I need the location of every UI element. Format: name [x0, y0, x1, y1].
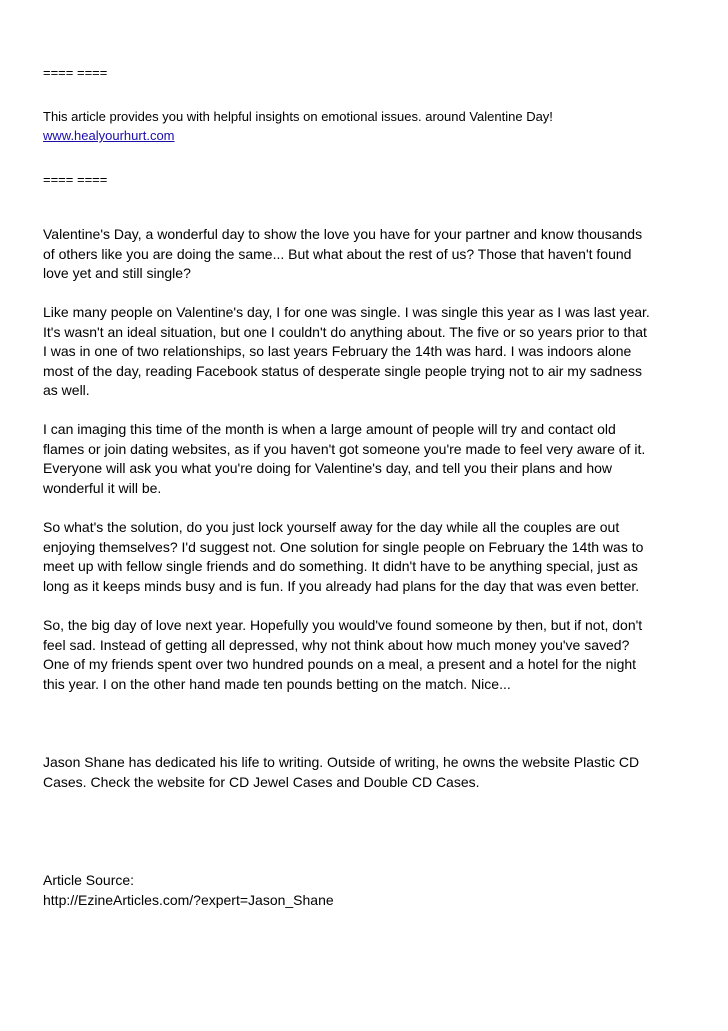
source-label: Article Source: [43, 872, 135, 888]
article-paragraph-2 [43, 303, 703, 401]
paragraph-line: It's wasn't an ideal situation, but one I couldn't do anything about. The five or so years prior to that [43, 323, 647, 340]
paragraph-line: One of my friends spent over two hundred pounds on a meal, a present and a hotel for the night [43, 656, 637, 673]
article-paragraph-5 [43, 616, 703, 694]
paragraph-line: I was in one of two relationships, so last years February the 14th was hard. I was indoors alone [43, 343, 632, 360]
paragraph-line: I can imaging this time of the month is when a large amount of people will try and contact old [43, 421, 616, 437]
paragraph-line: So what's the solution, do you just lock yourself away for the day while all the couples are out [43, 519, 620, 535]
paragraph-line: most of the day, reading Facebook status of desperate single people trying not to air my sadness [43, 362, 642, 379]
paragraph-line: wonderful it will be. [43, 479, 162, 496]
paragraph-line: as well. [43, 382, 90, 399]
paragraph-line: feel sad. Instead of getting all depressed, why not think about how much money you've saved? [43, 636, 630, 653]
source-url[interactable]: http://EzineArticles.com/?expert=Jason_Shane [43, 891, 334, 908]
intro-link[interactable]: www.healyourhurt.com [43, 128, 175, 143]
bio-line: Cases. Check the website for CD Jewel Cases and Double CD Cases. [43, 773, 480, 790]
paragraph-line: enjoying themselves? I'd suggest not. One solution for single people on February the 14th was to [43, 538, 644, 555]
paragraph-line: Valentine's Day, a wonderful day to show the love you have for your partner and know thousands [43, 226, 643, 242]
article-paragraph-4 [43, 518, 703, 596]
paragraph-line: long as it keeps minds busy and is fun. If you already had plans for the day that was even better. [43, 577, 640, 594]
author-bio [43, 753, 703, 792]
paragraph-line: meet up with fellow single friends and do something. It didn't have to be anything special, just as [43, 558, 638, 575]
paragraph-line: So, the big day of love next year. Hopefully you would've found someone by then, but if not, don't [43, 617, 643, 633]
paragraph-line: Like many people on Valentine's day, I for one was single. I was single this year as I was last year. [43, 304, 650, 320]
intro-block [43, 107, 703, 145]
paragraph-line: love yet and still single? [43, 265, 191, 282]
separator-bottom: ==== ==== [43, 172, 108, 187]
article-paragraph-1 [43, 225, 703, 284]
bio-line: Jason Shane has dedicated his life to writing. Outside of writing, he owns the website Plastic CD [43, 754, 640, 770]
paragraph-line: of others like you are doing the same... But what about the rest of us? Those that haven't found [43, 245, 632, 262]
paragraph-line: this year. I on the other hand made ten pounds betting on the match. Nice... [43, 675, 511, 692]
intro-text: This article provides you with helpful insights on emotional issues. around Valentine Day! [43, 109, 553, 124]
article-source [43, 871, 703, 910]
paragraph-line: flames or join dating websites, as if you haven't got someone you're made to feel very aware of it. [43, 440, 646, 457]
article-paragraph-3 [43, 420, 703, 498]
paragraph-line: Everyone will ask you what you're doing for Valentine's day, and tell you their plans and how [43, 460, 613, 477]
separator-top: ==== ==== [43, 65, 108, 80]
